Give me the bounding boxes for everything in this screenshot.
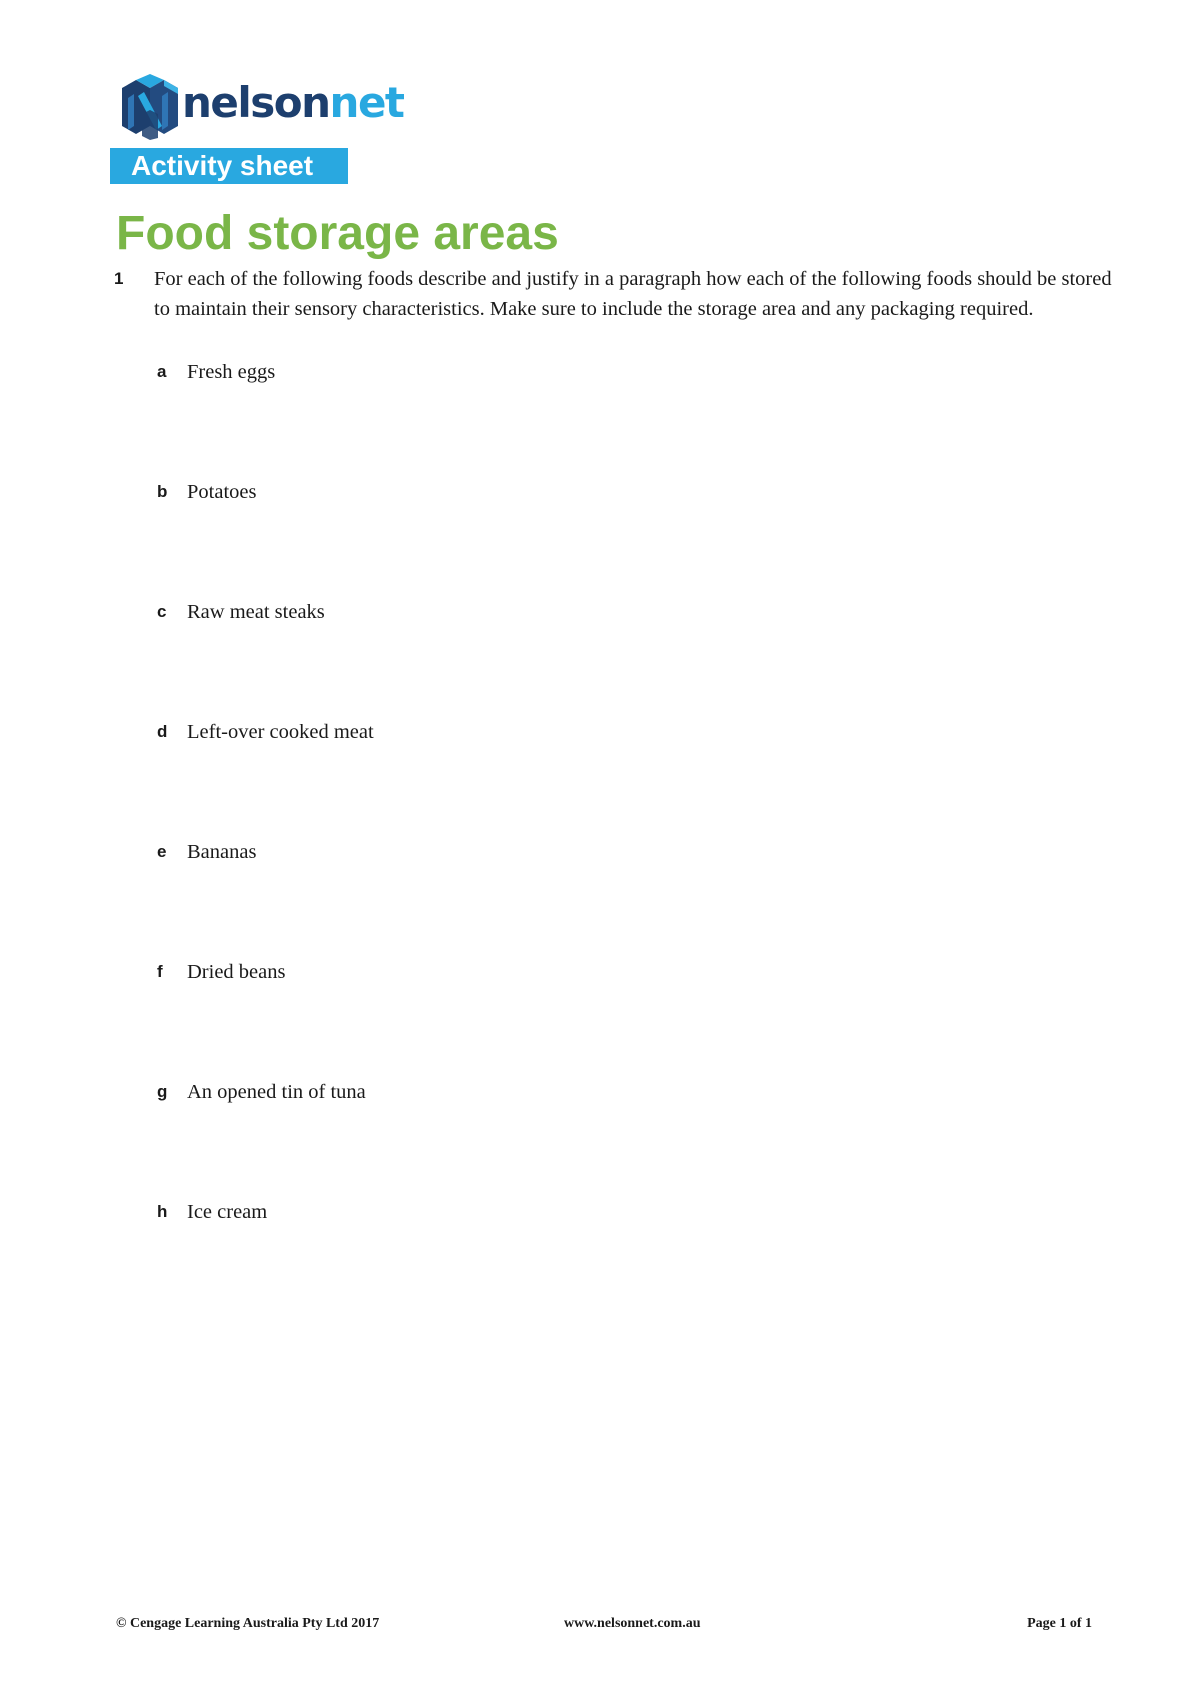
question-text: For each of the following foods describe and justify in a paragraph how each of the following foods should be stored to maintain their sensory characteristics. Make sure to include the storage area and any packaging required. xyxy=(154,268,1112,320)
item-letter: a xyxy=(157,362,167,381)
item-text: Left-over cooked meat xyxy=(187,721,374,743)
logo-wordmark xyxy=(182,78,404,127)
item-letter: f xyxy=(157,962,163,981)
item-letter: c xyxy=(157,602,167,621)
footer-url: www.nelsonnet.com.au xyxy=(564,1616,701,1631)
item-text: Potatoes xyxy=(187,481,257,503)
item-text: Fresh eggs xyxy=(187,361,276,383)
item-text: Raw meat steaks xyxy=(187,601,325,623)
logo-word-net: net xyxy=(329,78,404,127)
logo-word-nelson: nelson xyxy=(182,78,330,127)
item-letter: d xyxy=(157,722,168,741)
item-letter: e xyxy=(157,842,167,861)
nelsonnet-cube-logo-icon xyxy=(122,74,180,140)
page-footer xyxy=(116,1613,1092,1635)
item-letter: h xyxy=(157,1202,168,1221)
item-text: Bananas xyxy=(187,841,257,863)
nelsonnet-logo xyxy=(122,74,404,140)
page-title: Food storage areas xyxy=(116,207,559,260)
footer-page-number: Page 1 of 1 xyxy=(1027,1616,1092,1631)
footer-copyright: © Cengage Learning Australia Pty Ltd 2017 xyxy=(116,1616,380,1631)
item-text: An opened tin of tuna xyxy=(187,1081,366,1103)
activity-sheet-badge: Activity sheet xyxy=(110,148,348,184)
item-letter: b xyxy=(157,482,168,501)
item-letter: g xyxy=(157,1082,168,1101)
item-text: Dried beans xyxy=(187,961,286,983)
item-text: Ice cream xyxy=(187,1201,268,1223)
question-number: 1 xyxy=(114,269,124,288)
